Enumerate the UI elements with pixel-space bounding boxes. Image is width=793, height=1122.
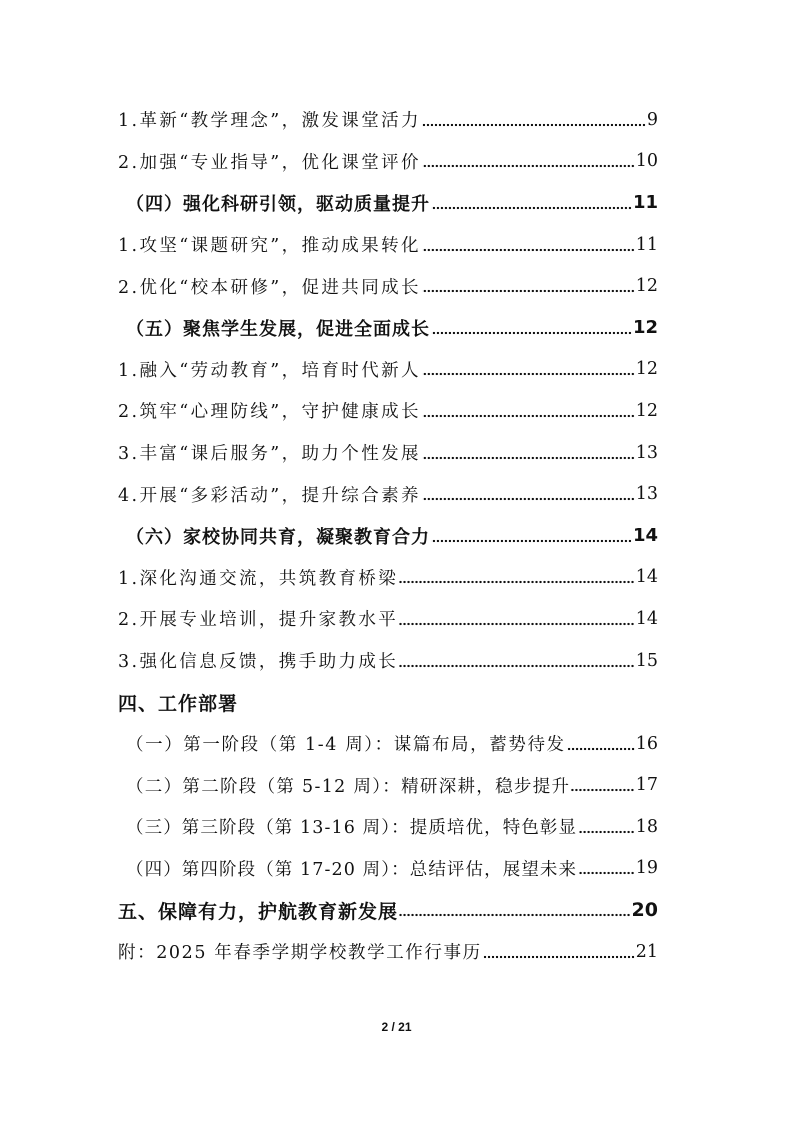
toc-entry[interactable] — [118, 557, 658, 599]
toc-entry[interactable] — [118, 349, 658, 391]
toc-section-entry[interactable] — [118, 182, 658, 224]
toc-entry[interactable] — [118, 931, 658, 973]
toc-entry-label: （三）第三阶段（第 13-16 周）：提质培优，特色彰显 — [126, 818, 578, 839]
toc-entry[interactable] — [118, 224, 658, 266]
toc-entry-page: 14 — [632, 525, 658, 547]
dot-leader — [399, 913, 631, 917]
toc-entry-page: 21 — [635, 941, 658, 962]
toc-section-entry[interactable] — [118, 515, 658, 557]
toc-entry[interactable] — [118, 765, 658, 807]
dot-leader — [399, 664, 635, 668]
toc-entry-label: 1.攻坚“课题研究”，推动成果转化 — [118, 236, 421, 257]
toc-entry[interactable] — [118, 265, 658, 307]
dot-leader — [422, 372, 635, 376]
dot-leader — [422, 497, 635, 501]
dot-leader — [422, 456, 635, 460]
toc-entry-page: 18 — [635, 816, 658, 837]
toc-chapter-heading[interactable] — [118, 681, 658, 723]
dot-leader — [399, 622, 635, 626]
toc-chapter-heading[interactable] — [118, 889, 658, 931]
table-of-contents — [118, 99, 658, 972]
toc-entry-label: （六）家校协同共育，凝聚教育合力 — [126, 526, 430, 548]
toc-entry-page: 13 — [635, 484, 658, 505]
toc-entry-label: 1.融入“劳动教育”，培育时代新人 — [118, 360, 421, 381]
dot-leader — [422, 164, 635, 168]
dot-leader — [431, 331, 632, 335]
toc-entry-page: 13 — [635, 442, 658, 463]
toc-entry-label: （四）强化科研引领，驱动质量提升 — [126, 193, 430, 215]
dot-leader — [567, 747, 635, 751]
toc-entry[interactable] — [118, 640, 658, 682]
toc-entry-label: （四）第四阶段（第 17-20 周）：总结评估，展望未来 — [126, 859, 578, 880]
toc-entry-label: （五）聚焦学生发展，促进全面成长 — [126, 318, 430, 340]
dot-leader — [571, 788, 634, 792]
toc-entry-label: 2.开展专业培训，提升家教水平 — [118, 610, 399, 631]
toc-entry-label: 1.深化沟通交流，共筑教育桥梁 — [118, 568, 399, 589]
toc-entry-page: 16 — [635, 733, 658, 754]
toc-entry-page: 14 — [635, 608, 658, 629]
toc-entry-page: 12 — [635, 400, 658, 421]
dot-leader — [422, 248, 635, 252]
dot-leader — [431, 539, 632, 543]
toc-entry-label: （二）第二阶段（第 5-12 周）：精研深耕，稳步提升 — [126, 776, 571, 797]
dot-leader — [422, 414, 635, 418]
toc-section-entry[interactable] — [118, 307, 658, 349]
toc-entry-label: 3.强化信息反馈，携手助力成长 — [118, 652, 399, 673]
toc-entry-label: 3.丰富“课后服务”，助力个性发展 — [118, 444, 421, 465]
toc-entry-label: 2.筑牢“心理防线”，守护健康成长 — [118, 402, 421, 423]
toc-entry-page: 17 — [635, 775, 658, 796]
toc-entry-label: 2.加强“专业指导”，优化课堂评价 — [118, 152, 421, 173]
toc-entry-label: （一）第一阶段（第 1-4 周）：谋篇布局，蓄势待发 — [126, 735, 566, 756]
toc-entry-page: 20 — [631, 899, 658, 922]
toc-entry-page: 12 — [635, 276, 658, 297]
dot-leader — [431, 206, 632, 210]
toc-entry[interactable] — [118, 848, 658, 890]
toc-entry-page: 11 — [632, 192, 658, 214]
dot-leader — [578, 830, 635, 834]
page-indicator: 2 / 21 — [381, 1020, 412, 1034]
toc-entry[interactable] — [118, 723, 658, 765]
dot-leader — [578, 871, 635, 875]
toc-entry-label: 2.优化“校本研修”，促进共同成长 — [118, 277, 421, 298]
toc-entry[interactable] — [118, 141, 658, 183]
toc-entry-page: 12 — [635, 359, 658, 380]
dot-leader — [483, 955, 635, 959]
dot-leader — [422, 289, 635, 293]
toc-entry-label: 1.革新“教学理念”，激发课堂活力 — [118, 111, 421, 132]
toc-entry-page: 9 — [646, 109, 658, 130]
toc-entry[interactable] — [118, 473, 658, 515]
toc-entry-page: 11 — [635, 234, 658, 255]
toc-entry-page: 10 — [635, 151, 658, 172]
toc-entry[interactable] — [118, 390, 658, 432]
dot-leader — [422, 123, 646, 127]
toc-entry-page: 14 — [635, 567, 658, 588]
dot-leader — [399, 580, 635, 584]
toc-entry-page: 12 — [632, 317, 658, 339]
toc-entry[interactable] — [118, 99, 658, 141]
toc-entry[interactable] — [118, 806, 658, 848]
toc-entry[interactable] — [118, 432, 658, 474]
toc-entry-label: 四、工作部署 — [118, 692, 239, 715]
toc-entry-page: 15 — [635, 650, 658, 671]
toc-entry[interactable] — [118, 598, 658, 640]
toc-entry-label: 附：2025 年春季学期学校教学工作行事历 — [118, 943, 482, 964]
toc-entry-label: 五、保障有力，护航教育新发展 — [118, 900, 399, 923]
toc-entry-page: 19 — [635, 858, 658, 879]
toc-entry-label: 4.开展“多彩活动”，提升综合素养 — [118, 485, 421, 506]
